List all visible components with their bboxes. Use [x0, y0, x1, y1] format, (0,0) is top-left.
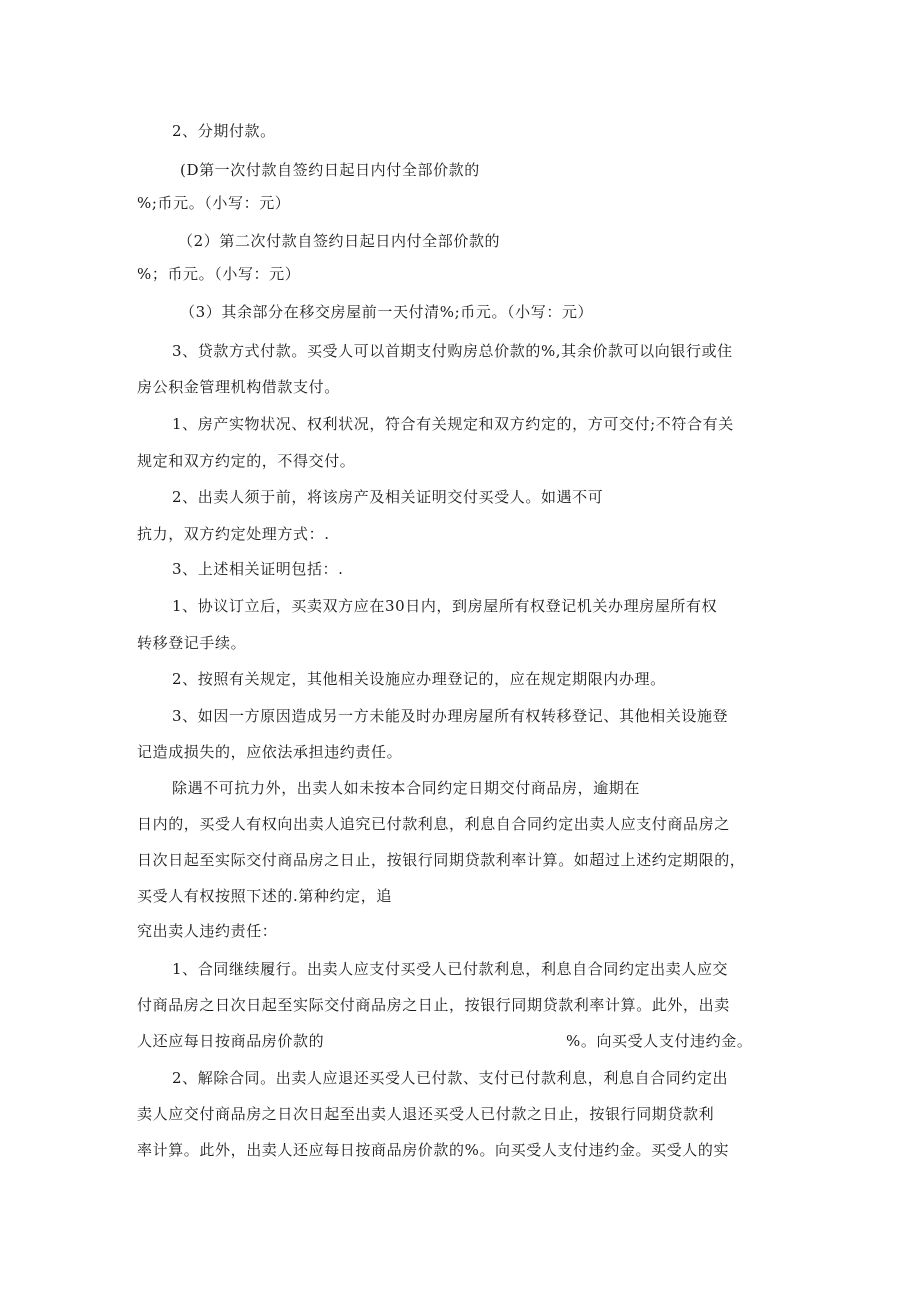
text-line: %。向买受人支付违约金。: [566, 1032, 753, 1050]
text-line: 2、分期付款。: [172, 122, 276, 140]
text-line: 1、房产实物状况、权利状况，符合有关规定和双方约定的，方可交付;不符合有关: [172, 415, 734, 433]
text-line: 3、上述相关证明包括：.: [172, 560, 344, 578]
text-line: 2、出卖人须于前，将该房产及相关证明交付买受人。如遇不可: [172, 488, 604, 506]
text-line: 房公积金管理机构借款支付。: [137, 378, 340, 396]
text-line: 率计算。此外，出卖人还应每日按商品房价款的%。向买受人支付违约金。买受人的实: [137, 1141, 730, 1159]
text-line: 3、如因一方原因造成另一方未能及时办理房屋所有权转移登记、其他相关设施登: [172, 707, 729, 725]
text-line: 除遇不可抗力外，出卖人如未按本合同约定日期交付商品房，逾期在: [172, 779, 641, 797]
text-line: 1、协议订立后，买卖双方应在30日内，到房屋所有权登记机关办理房屋所有权: [172, 597, 718, 615]
text-line: 3、贷款方式付款。买受人可以首期支付购房总价款的%,其余价款可以向银行或住: [172, 342, 733, 360]
text-line: （2）第二次付款自签约日起日内付全部价款的: [178, 232, 501, 250]
text-line: 付商品房之日次日起至实际交付商品房之日止，按银行同期贷款利率计算。此外，出卖: [137, 996, 730, 1014]
text-line: 究出卖人违约责任：: [137, 922, 278, 940]
text-line: 抗力，双方约定处理方式：.: [137, 525, 330, 543]
text-line: 规定和双方约定的，不得交付。: [137, 452, 356, 470]
text-line: %;币元。（小写：元）: [137, 194, 291, 212]
text-line: 转移登记手续。: [137, 634, 247, 652]
text-line: %；币元。（小写：元）: [137, 265, 301, 283]
text-line: 日次日起至实际交付商品房之日止，按银行同期贷款利率计算。如超过上述约定期限的，: [137, 851, 746, 869]
text-line: （3）其余部分在移交房屋前一天付清%;币元。（小写：元）: [180, 303, 594, 321]
text-line: 卖人应交付商品房之日次日起至出卖人退还买受人已付款之日止，按银行同期贷款利: [137, 1105, 715, 1123]
text-line: 买受人有权按照下述的.第种约定，追: [137, 887, 392, 905]
text-line: 日内的，买受人有权向出卖人追究已付款利息，利息自合同约定出卖人应支付商品房之: [137, 815, 730, 833]
text-line: 记造成损失的，应依法承担违约责任。: [137, 743, 403, 761]
text-line: 人还应每日按商品房价款的: [137, 1032, 325, 1050]
text-line: 1、合同继续履行。出卖人应支付买受人已付款利息，利息自合同约定出卖人应交: [172, 960, 729, 978]
text-line: 2、按照有关规定，其他相关设施应办理登记的，应在规定期限内办理。: [172, 670, 666, 688]
text-line: (D第一次付款自签约日起日内付全部价款的: [180, 161, 480, 179]
text-line: 2、解除合同。出卖人应退还买受人已付款、支付已付款利息，利息自合同约定出: [172, 1069, 729, 1087]
